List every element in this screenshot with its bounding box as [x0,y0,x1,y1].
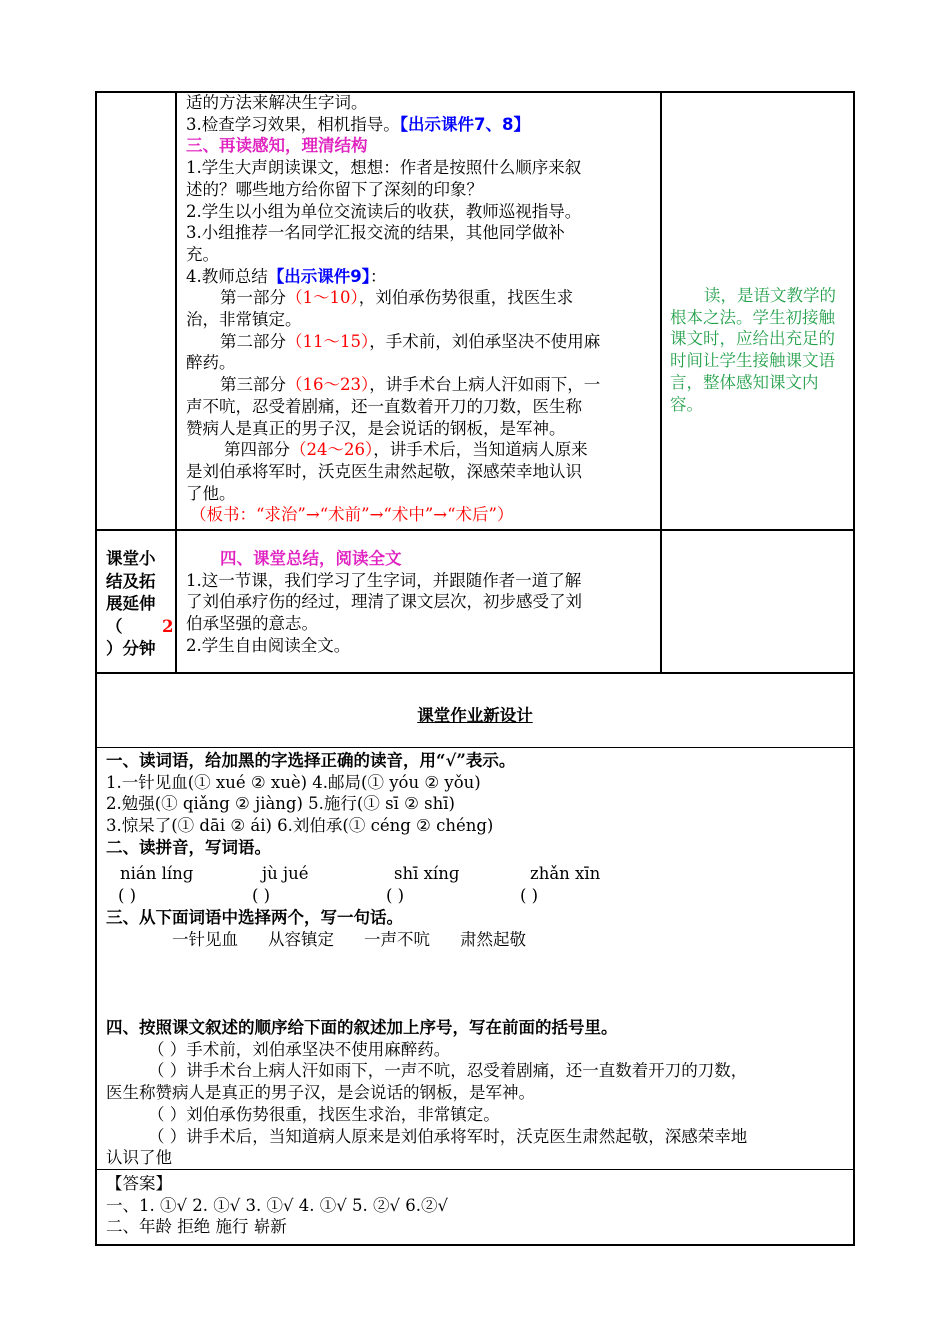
part-2: 第二部分（11～15），手术前，刘伯承坚决不使用麻 [220,331,601,351]
part-3-cont: 声不吭，忍受着剧痛，还一直数着开刀的刀数，医生称 [186,396,582,416]
q4-item-cont: 医生称赞病人是真正的男子汉，是会说话的钢板，是军神。 [106,1083,535,1103]
summary-content [186,548,660,657]
answer-line: 二、年龄 拒绝 施行 崭新 [106,1217,287,1237]
q1-title: 一、读词语，给加黑的字选择正确的读音，用“√”表示。 [106,751,516,770]
section-title: 三、再读感知，理清结构 [186,136,368,156]
part-3-cont: 赞病人是真正的男子汉，是会说话的钢板，是军神。 [186,418,566,438]
homework-title: 课堂作业新设计 [417,706,533,725]
q4-item: （ ）讲手术台上病人汗如雨下，一声不吭，忍受着剧痛，还一直数着开刀的刀数， [148,1061,748,1081]
process-line: 述的？哪些地方给你留下了深刻的印象？ [186,179,483,199]
q2-title: 二、读拼音，写词语。 [106,837,271,857]
answer-blank[interactable]: ( ) [252,886,271,905]
process-line: 3.小组推荐一名同学汇报交流的结果，其他同学做补 [186,223,565,243]
answer-title: 【答案】 [106,1174,172,1193]
blackboard-note: （板书：“求治”→“术前”→“术中”→“术后”） [190,505,514,525]
q1-item: 1.一针见血(① xué ② xuè) 4.邮局(① yóu ② yǒu) [106,772,481,792]
summary-line: 1.这一节课，我们学习了生字词，并跟随作者一道了解 [186,570,582,590]
q4-item-cont: 认识了他 [106,1148,172,1168]
answer-blank[interactable]: ( ) [520,886,539,905]
summary-line: 2.学生自由阅读全文。 [186,635,351,655]
part-1-cont: 治，非常镇定。 [186,310,302,330]
q3-title: 三、从下面词语中选择两个，写一句话。 [106,908,403,927]
courseware-tag: 【出示课件9】 [267,266,370,286]
pinyin: zhǎn xīn [530,864,601,883]
part-2-cont: 醉药。 [186,353,236,373]
row-divider [95,1169,855,1170]
summary-line: 了刘伯承疗伤的经过，理清了课文层次，初步感受了刘 [186,592,582,612]
q1-item: 3.惊呆了(① dāi ② ái) 6.刘伯承(① céng ② chéng) [106,816,494,836]
summary-label: 课堂小 结及拓 展延伸 （ 2 ）分钟 [106,549,174,658]
q4-item: （ ）讲手术后，当知道病人原来是刘伯承将军时，沃克医生肃然起敬，深感荣幸地 [148,1126,748,1146]
process-line: 充。 [186,244,219,264]
process-line: 1.学生大声朗读课文，想想：作者是按照什么顺序来叙 [186,158,582,178]
part-4: 第四部分（24～26），讲手术后，当知道病人原来 [224,440,588,460]
part-4-cont: 是刘伯承将军时，沃克医生肃然起敬，深感荣幸地认识 [186,461,582,481]
teaching-note: 读，是语文教学的根本之法。学生初接触课文时，应给出充足的时间让学生接触课文语言，整体感知课文内容。 [670,286,836,414]
q1-item: 2.勉强(① qiǎng ② jiàng) 5.施行(① sī ② shī) [106,794,455,814]
process-text [186,92,660,526]
q4-item: （ ）手术前，刘伯承坚决不使用麻醉药。 [148,1039,451,1059]
section-title: 四、课堂总结，阅读全文 [220,549,402,568]
answer-line: 一、1. ①√ 2. ①√ 3. ①√ 4. ①√ 5. ②√ 6.②√ [106,1195,448,1215]
courseware-tag: 【出示课件7、8】 [399,114,530,134]
row-divider [95,529,855,531]
summary-line: 伯承坚强的意志。 [186,614,318,634]
q3-word: 一针见血 [172,930,238,949]
q4-block [106,1017,851,1169]
pinyin: jù jué [262,864,309,883]
q4-item: （ ）刘伯承伤势很重，找医生求治，非常镇定。 [148,1104,500,1124]
q3-word: 一声不吭 [364,930,430,949]
process-line: 2.学生以小组为单位交流读后的收获，教师巡视指导。 [186,201,582,221]
q3-word: 从容镇定 [268,930,334,949]
pinyin: nián línɡ [120,864,194,883]
answer-blank[interactable]: ( ) [386,886,405,905]
part-3: 第三部分（16～23），讲手术台上病人汗如雨下，一 [220,375,601,395]
column-divider [175,91,177,674]
q4-title: 四、按照课文叙述的顺序给下面的叙述加上序号，写在前面的括号里。 [106,1018,618,1037]
answers [106,1173,851,1238]
answer-blank[interactable]: ( ) [118,886,137,905]
process-line: 4.教师总结【出示课件9】： [186,266,387,286]
part-4-cont: 了他。 [186,483,236,503]
homework-questions [106,750,851,859]
row-divider [95,747,855,748]
pinyin: shī xínɡ [394,864,460,883]
column-divider [660,91,662,674]
part-1: 第一部分（1～10），刘伯承伤势很重，找医生求 [220,288,574,308]
time-value: 2 [162,616,174,636]
process-line: 3.检查学习效果，相机指导。【出示课件7、8】 [186,114,530,134]
process-line: 适的方法来解决生字词。 [186,93,368,112]
q3-word: 肃然起敬 [460,930,526,949]
